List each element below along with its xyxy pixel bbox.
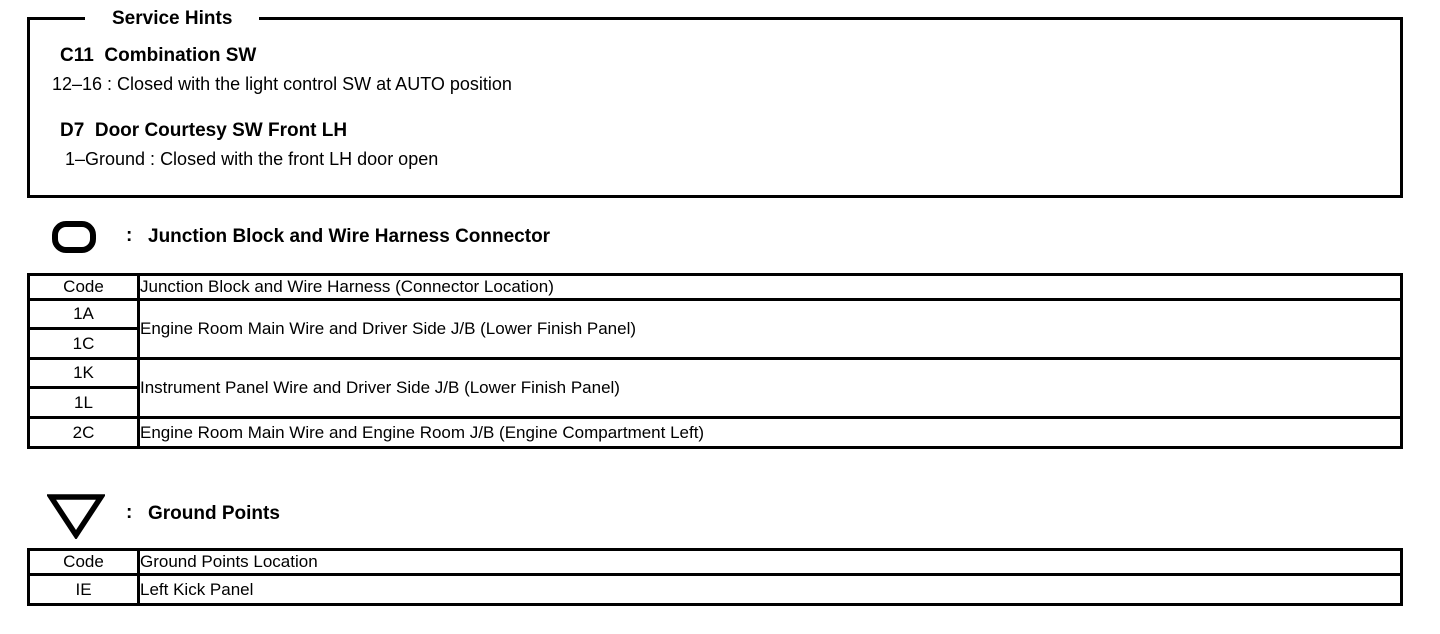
connector-legend-colon: :: [126, 225, 133, 246]
table-row-1a: [29, 300, 1402, 329]
hint-heading-d7: D7 Door Courtesy SW Front LH: [60, 120, 348, 141]
connector-legend-label: Junction Block and Wire Harness Connector: [148, 226, 551, 247]
ground-legend-colon: :: [126, 502, 133, 523]
code-cell-1k: 1K: [29, 359, 139, 388]
ground-table: [27, 548, 1403, 606]
ground-code-header-cell: Code: [29, 550, 139, 575]
connector-legend-row: [0, 221, 800, 253]
table-row-2c: [29, 418, 1402, 448]
code-header-cell: Code: [29, 275, 139, 300]
location-header-cell: Junction Block and Wire Harness (Connector Location): [139, 275, 1402, 300]
location-cell-2c: Engine Room Main Wire and Engine Room J/B (Engine Compartment Left): [139, 418, 1402, 448]
hint-detail-d7: 1–Ground : Closed with the front LH door open: [65, 149, 439, 169]
hint-heading-c11: C11 Combination SW: [60, 45, 257, 66]
ground-point-triangle-icon: [47, 493, 105, 539]
ground-location-header-cell: Ground Points Location: [139, 550, 1402, 575]
location-cell-ie: Left Kick Panel: [139, 575, 1402, 605]
hint-detail-c11: 12–16 : Closed with the light control SW at AUTO position: [52, 74, 512, 94]
code-cell-2c: 2C: [29, 418, 139, 448]
code-cell-1l: 1L: [29, 388, 139, 418]
ground-legend-row: [0, 493, 800, 538]
table-row-ie: [29, 575, 1402, 605]
ground-table-header-row: [29, 550, 1402, 575]
location-cell-1a-1c: Engine Room Main Wire and Driver Side J/B (Lower Finish Panel): [139, 300, 1402, 359]
code-cell-1a: 1A: [29, 300, 139, 329]
service-hints-box: [27, 8, 1403, 198]
code-cell-1c: 1C: [29, 329, 139, 359]
code-cell-ie: IE: [29, 575, 139, 605]
table-row-1k: [29, 359, 1402, 388]
junction-block-connector-oval-icon: [52, 221, 96, 253]
location-cell-1k-1l: Instrument Panel Wire and Driver Side J/B (Lower Finish Panel): [139, 359, 1402, 418]
connector-table-header-row: [29, 275, 1402, 300]
ground-legend-label: Ground Points: [148, 503, 280, 524]
service-hints-title: Service Hints: [85, 8, 259, 30]
connector-table: [27, 273, 1403, 449]
